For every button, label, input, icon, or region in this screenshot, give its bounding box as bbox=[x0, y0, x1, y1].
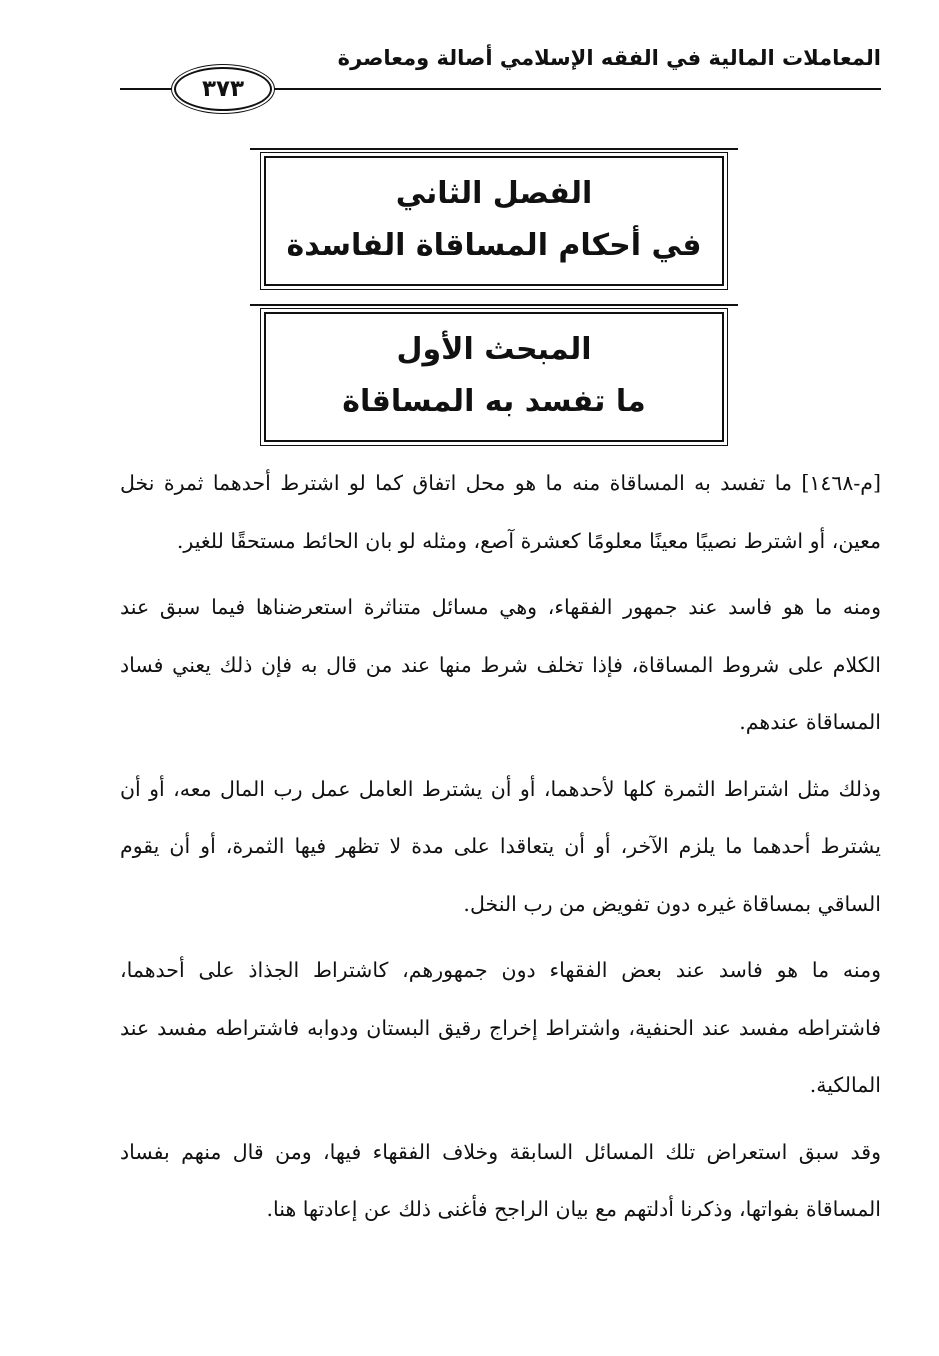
section-title-frame bbox=[250, 304, 738, 442]
body-text bbox=[120, 455, 881, 1248]
chapter-title: الفصل الثاني bbox=[395, 176, 593, 211]
paragraph-3: وذلك مثل اشتراط الثمرة كلها لأحدهما، أو أن يشترط العامل عمل رب المال معه، أو أن يشترط أحدهما ما يلزم الآخر، أو أن يتعاقدا على مدة لا تظهر فيها الثمرة، أو أن يقوم الساقي بمساقاة غيره دون تفويض من رب النخل. bbox=[120, 776, 881, 916]
paragraph-2: ومنه ما هو فاسد عند جمهور الفقهاء، وهي مسائل متناثرة استعرضناها فيما سبق عند الكلام على شروط المساقاة، فإذا تخلف شرط منها عند من قال به فإن ذلك يعني فساد المساقاة عندهم. bbox=[120, 595, 881, 734]
paragraph-5: وقد سبق استعراض تلك المسائل السابقة وخلاف الفقهاء فيها، ومن قال منهم بفساد المساقاة بفواتها، وذكرنا أدلتهم مع بيان الراجح فأغنى ذلك عن إعادتها هنا. bbox=[120, 1139, 881, 1221]
page-number: ٣٧٣ bbox=[174, 67, 272, 111]
chapter-subtitle: في أحكام المساقاة الفاسدة bbox=[286, 228, 702, 263]
section-top-rule bbox=[250, 304, 738, 306]
issue-number: [م-١٤٦٨] bbox=[801, 471, 881, 495]
chapter-title-box bbox=[264, 156, 724, 286]
paragraph-1 bbox=[120, 455, 881, 570]
paragraph-1-text: ما تفسد به المساقاة منه ما هو محل اتفاق كما لو اشترط أحدهما ثمرة نخل معين، أو اشترط نصيبًا معينًا معلومًا كعشرة آصع، ومثله لو بان الحائط مستحقًا للغير. bbox=[120, 471, 881, 553]
chapter-top-rule bbox=[250, 148, 738, 150]
chapter-title-frame bbox=[250, 148, 738, 286]
section-title-box bbox=[264, 312, 724, 442]
section-title: المبحث الأول bbox=[396, 332, 592, 367]
paragraph-4: ومنه ما هو فاسد عند بعض الفقهاء دون جمهورهم، كاشتراط الجذاذ على أحدهما، فاشتراطه مفسد عند الحنفية، واشتراط إخراج رقيق البستان ودوابه فاشتراطه مفسد عند المالكية. bbox=[120, 958, 881, 1097]
book-title: المعاملات المالية في الفقه الإسلامي أصالة ومعاصرة bbox=[337, 46, 881, 70]
section-subtitle: ما تفسد به المساقاة bbox=[342, 384, 646, 419]
running-header bbox=[120, 40, 881, 102]
